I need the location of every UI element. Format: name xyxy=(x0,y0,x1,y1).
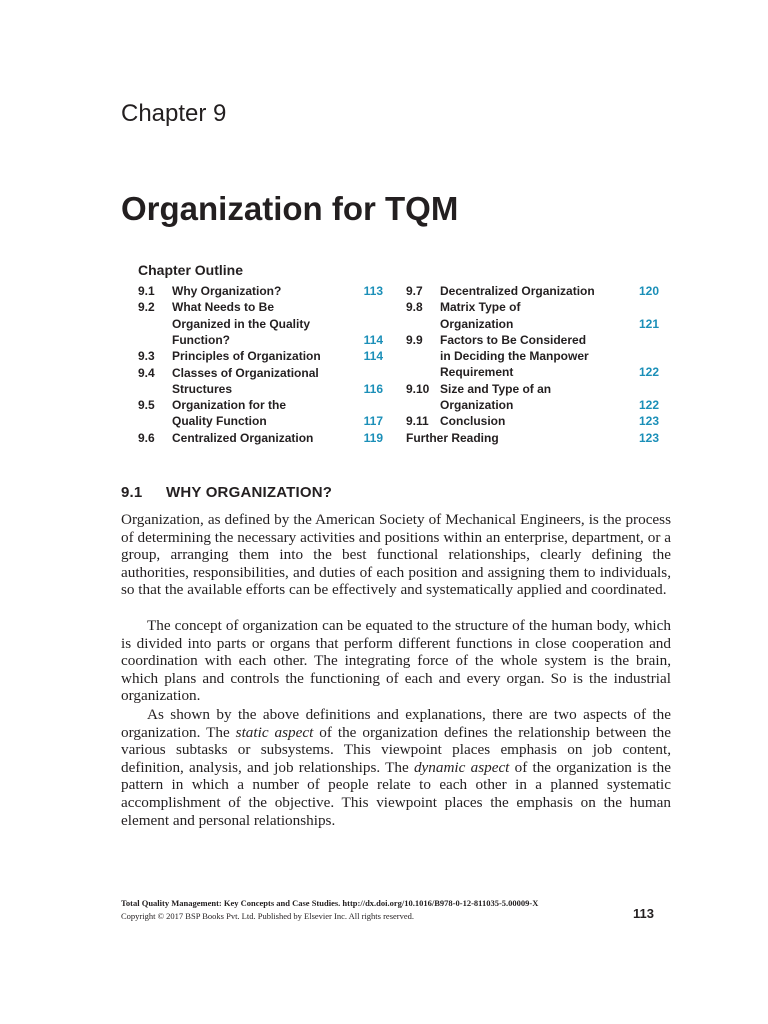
outline-entry-number: 9.9 xyxy=(406,332,423,347)
outline-entry-page: 122 xyxy=(638,365,659,380)
outline-entry-title: in Deciding the Manpower xyxy=(440,349,589,364)
outline-entry-number: 9.6 xyxy=(138,430,155,445)
chapter-label: Chapter 9 xyxy=(121,100,227,127)
outline-entry-title: Centralized Organization xyxy=(172,430,314,445)
chapter-outline-heading: Chapter Outline xyxy=(138,262,244,278)
outline-entry-title: Matrix Type of xyxy=(440,300,521,315)
emphasis-static-aspect: static aspect xyxy=(235,723,314,741)
outline-entry-title: Conclusion xyxy=(440,414,506,429)
outline-entry-page: 123 xyxy=(638,414,659,429)
outline-entry-title: Decentralized Organization xyxy=(440,284,595,298)
outline-entry-title: Organization xyxy=(440,316,514,331)
outline-entry-page: 116 xyxy=(363,381,383,396)
outline-entry-number: 9.5 xyxy=(138,398,155,413)
outline-entry-title: Why Organization? xyxy=(172,284,282,298)
outline-entry-page: 114 xyxy=(363,349,383,364)
outline-entry-number: 9.4 xyxy=(138,365,155,380)
outline-entry-title: Classes of Organizational xyxy=(172,365,319,380)
body-paragraph-2: The concept of organization can be equated to the structure of the human body, which is divided into parts or organs that perform different functions in close cooperation and coordination with each other. The integrating force of the whole system is the brain, which plans and controls the functioning of each and every organ. So is the industrial organization. xyxy=(121,617,671,705)
paragraph-text: of the organization is the pattern in which a number of people relate to each other in a planned systematic accomplishment of the objective. This viewpoint places the emphasis on the human element and personal relationships. xyxy=(121,758,671,829)
outline-entry-title: What Needs to Be xyxy=(172,300,275,315)
paragraph-text: of the organization defines the relationship between the various subtasks or subsystems. This viewpoint places emphasis on job content, definition, analysis, and job relationships. The xyxy=(121,723,672,776)
emphasis-dynamic-aspect: dynamic aspect xyxy=(413,758,510,776)
outline-entry-page: 122 xyxy=(638,398,659,413)
section-title: WHY ORGANIZATION? xyxy=(166,484,333,501)
footer-citation: Total Quality Management: Key Concepts and Case Studies. http://dx.doi.org/10.1016/B978-0-12-811035-5.00009-X xyxy=(121,898,539,908)
footer-copyright: Copyright © 2017 BSP Books Pvt. Ltd. Published by Elsevier Inc. All rights reserved. xyxy=(121,911,415,921)
outline-entry-title: Organization for the xyxy=(172,398,286,413)
body-paragraph-1: Organization, as defined by the American Society of Mechanical Engineers, is the process of determining the necessary activities and positions within an enterprise, department, or a group, arranging them into the best functional relationships, clearly defining the authorities, responsibilities, and duties of each position and assigning them to individuals, so that the available efforts can be effectively and systematically applied and coordinated. xyxy=(121,511,671,599)
outline-entry-number: 9.8 xyxy=(406,300,423,315)
chapter-title: Organization for TQM xyxy=(121,190,459,227)
body-paragraph-3 xyxy=(121,706,671,829)
outline-entry-title: Further Reading xyxy=(406,430,499,445)
outline-entry-page: 117 xyxy=(363,414,383,429)
outline-entry-title: Structures xyxy=(172,381,233,396)
outline-entry-number: 9.10 xyxy=(406,381,430,396)
outline-entry-page: 120 xyxy=(638,284,659,298)
outline-entry-title: Factors to Be Considered xyxy=(440,332,587,347)
outline-entry-title: Function? xyxy=(172,332,230,347)
outline-entry-page: 114 xyxy=(363,332,383,347)
outline-entry-title: Principles of Organization xyxy=(172,349,321,364)
outline-entry-title: Size and Type of an xyxy=(440,381,552,396)
outline-entry-page: 123 xyxy=(638,430,659,445)
section-heading xyxy=(121,484,332,501)
outline-entry-page: 113 xyxy=(363,284,383,298)
outline-entry-page: 119 xyxy=(363,430,383,445)
page-number: 113 xyxy=(633,906,654,921)
outline-entry-title: Quality Function xyxy=(172,414,267,429)
paragraph-text: As shown by the above definitions and explanations, there are two aspects of the organization. The xyxy=(121,706,671,741)
outline-entry-title: Organized in the Quality xyxy=(172,316,311,331)
outline-entry-number: 9.2 xyxy=(138,300,155,315)
section-number: 9.1 xyxy=(121,484,143,501)
outline-entry-title: Requirement xyxy=(440,365,514,380)
outline-entry-number: 9.3 xyxy=(138,349,155,364)
outline-entry-number: 9.1 xyxy=(138,284,155,298)
outline-entry-number: 9.7 xyxy=(406,284,423,298)
outline-entry-title: Organization xyxy=(440,398,514,413)
outline-entry-page: 121 xyxy=(638,316,659,331)
outline-entry-number: 9.11 xyxy=(406,414,429,429)
